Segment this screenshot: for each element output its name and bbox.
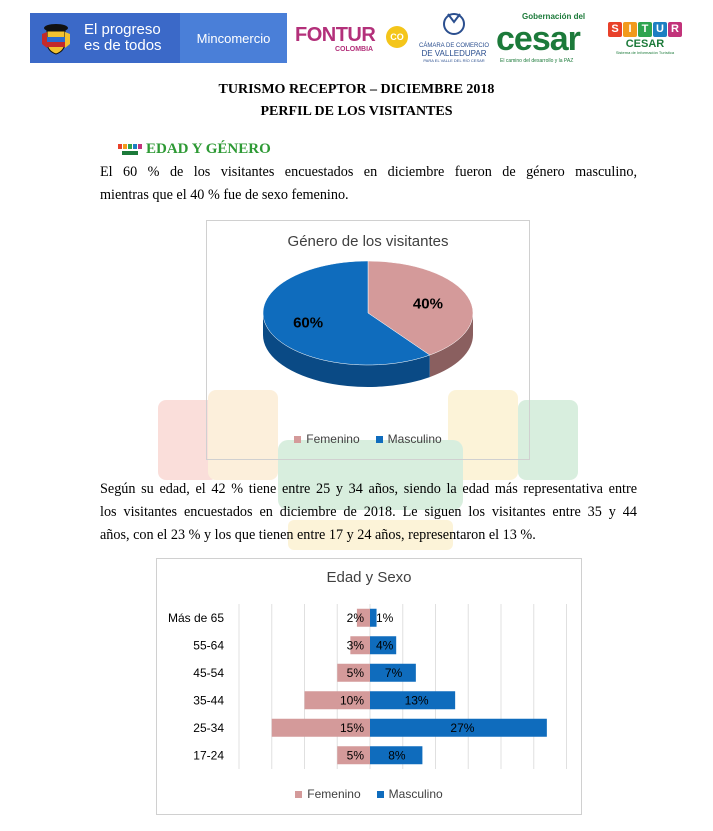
situr-letter-i: I	[623, 22, 637, 37]
data-label-femenino: 3%	[346, 638, 364, 653]
cesar-gob-label: Gobernación del	[522, 12, 586, 21]
situr-cesar-label: CESAR	[625, 38, 665, 50]
bar-chart-plot	[157, 599, 581, 779]
pie-chart-plot	[207, 261, 529, 441]
pie-legend	[207, 432, 529, 446]
camara-comercio-logo	[416, 10, 492, 70]
data-label-femenino: 5%	[346, 748, 364, 763]
fontur-logo	[295, 22, 413, 58]
age-sex-bar-chart	[156, 558, 582, 815]
data-label-masculino: 8%	[388, 748, 406, 763]
data-label-masculino: 4%	[376, 638, 394, 653]
paragraph-line: mientras que el 40 % fue de sexo femenino.	[100, 187, 349, 203]
document-subtitle: PERFIL DE LOS VISITANTES	[260, 104, 453, 119]
legend-item-femenino	[294, 432, 359, 446]
legend-item-femenino	[295, 787, 360, 801]
situr-cesar-logo	[600, 22, 690, 66]
category-label: Más de 65	[167, 610, 224, 625]
category-label: 35-44	[193, 693, 224, 708]
data-label-femenino: 2%	[346, 610, 364, 625]
data-label-femenino: 5%	[346, 665, 364, 680]
camara-emblem-icon	[439, 10, 469, 36]
data-label-masculino: 7%	[384, 665, 403, 680]
gov-logo-line2: es de todos	[84, 37, 162, 54]
data-label-masculino: 27%	[450, 720, 475, 735]
camara-line1: CÁMARA DE COMERCIO	[418, 43, 489, 49]
colombia-shield-icon	[38, 20, 74, 56]
bar-chart-title: Edad y Sexo	[326, 569, 412, 586]
paragraph-gender	[100, 161, 637, 207]
legend-swatch-masculino	[377, 791, 384, 798]
legend-label-femenino: Femenino	[306, 432, 360, 446]
category-label: 25-34	[193, 720, 224, 735]
situr-sub-label: Sistema de Información Turística	[615, 50, 675, 55]
situr-letter-u: U	[653, 22, 667, 37]
mincomercio-label: Mincomercio	[180, 13, 287, 63]
fontur-text: FONTUR	[295, 24, 376, 46]
situr-mini-icon	[118, 144, 142, 156]
situr-letter-s: S	[608, 22, 622, 37]
legend-label-masculino: Masculino	[387, 432, 442, 446]
category-label: 17-24	[193, 748, 224, 763]
gov-logo-line1: El progreso	[84, 21, 161, 38]
cesar-word: cesar	[496, 20, 580, 58]
data-label-femenino: 15%	[339, 720, 364, 735]
section-label: EDAD Y GÉNERO	[146, 141, 271, 157]
paragraph-line: los visitantes encuestados en diciembre de 2018. Le siguen los visitantes entre 35 y 44	[100, 504, 637, 520]
camara-line3: PARA EL VALLE DEL RÍO CESAR	[423, 58, 485, 63]
legend-label-masculino: Masculino	[388, 787, 443, 801]
legend-swatch-masculino	[376, 436, 383, 443]
fontur-sub: COLOMBIA	[335, 46, 374, 53]
category-label: 45-54	[193, 665, 224, 680]
camara-line2: DE VALLEDUPAR	[421, 49, 487, 58]
legend-label-femenino: Femenino	[307, 787, 361, 801]
pie-data-label: 40%	[412, 295, 443, 313]
co-badge: CO	[386, 26, 408, 48]
gobernacion-cesar-logo	[494, 12, 594, 67]
legend-item-masculino	[377, 787, 443, 801]
data-label-masculino: 13%	[404, 693, 429, 708]
situr-letter-t: T	[638, 22, 652, 37]
logo-bar	[0, 0, 713, 80]
gobierno-logo	[30, 13, 287, 63]
category-label: 55-64	[193, 638, 224, 653]
legend-swatch-femenino	[294, 436, 301, 443]
paragraph-age	[100, 478, 637, 547]
situr-letter-r: R	[668, 22, 682, 37]
gender-pie-chart	[206, 220, 530, 460]
document-title: TURISMO RECEPTOR – DICIEMBRE 2018	[218, 82, 495, 97]
paragraph-line: Según su edad, el 42 % tiene entre 25 y 34 años, siendo la edad más representativa entre	[100, 481, 637, 497]
data-label-femenino: 10%	[339, 693, 364, 708]
pie-data-label: 60%	[293, 314, 324, 332]
paragraph-line: El 60 % de los visitantes encuestados en diciembre fueron de género masculino,	[100, 164, 637, 180]
legend-swatch-femenino	[295, 791, 302, 798]
cesar-tagline: El camino del desarrollo y la PAZ	[500, 58, 574, 64]
legend-item-masculino	[376, 432, 442, 446]
section-heading	[118, 141, 271, 158]
data-label-masculino: 1%	[376, 610, 394, 625]
pie-chart-title: Género de los visitantes	[287, 233, 449, 250]
paragraph-line: años, con el 23 % y los que tienen entre 17 y 24 años, representaron el 13 %.	[100, 527, 536, 543]
bar-legend	[157, 787, 581, 801]
